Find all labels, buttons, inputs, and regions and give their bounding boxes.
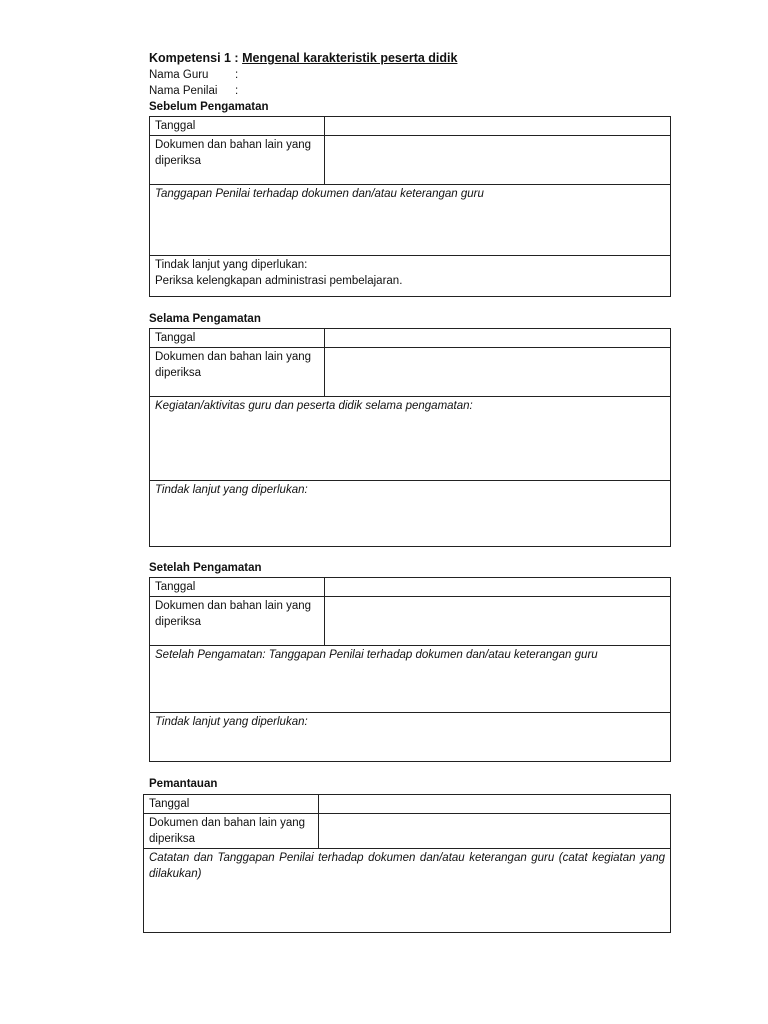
tindak-lanjut-field[interactable] [150,481,671,547]
catatan-label: Catatan dan Tanggapan Penilai terhadap dokumen dan/atau keterangan guru (catat kegiatan yang dilakukan) [149,852,665,880]
tindak-lanjut-label: Tindak lanjut yang diperlukan: [155,259,308,271]
tindak-lanjut-label: Tindak lanjut yang diperlukan: [155,484,308,496]
dokumen-field[interactable] [325,597,671,646]
table-selama [149,328,671,547]
nama-guru-label: Nama Guru [149,69,209,81]
page-title [149,51,457,65]
tindak-lanjut-value: Periksa kelengkapan administrasi pembelajaran. [155,275,403,287]
tanggal-field[interactable] [325,578,671,597]
dokumen-field[interactable] [319,814,671,849]
tanggal-label: Tanggal [150,329,325,348]
tanggal-field[interactable] [325,117,671,136]
title-text: Mengenal karakteristik peserta didik [242,51,458,65]
dokumen-label: Dokumen dan bahan lain yang diperiksa [144,814,319,849]
section-heading-pemantauan: Pemantauan [149,778,218,790]
nama-penilai-colon: : [235,85,239,97]
dokumen-label: Dokumen dan bahan lain yang diperiksa [150,136,325,185]
title-prefix: Kompetensi 1 : [149,51,243,65]
kegiatan-label: Kegiatan/aktivitas guru dan peserta didik selama pengamatan: [155,400,473,412]
tindak-lanjut-field[interactable] [150,713,671,762]
section-heading-selama: Selama Pengamatan [149,313,261,325]
section-heading-setelah: Setelah Pengamatan [149,562,262,574]
tindak-lanjut-field[interactable] [150,256,671,297]
tindak-lanjut-label: Tindak lanjut yang diperlukan: [155,716,308,728]
tanggal-label: Tanggal [150,578,325,597]
nama-guru-row [149,69,239,81]
dokumen-field[interactable] [325,348,671,397]
tanggal-label: Tanggal [150,117,325,136]
tanggapan-field[interactable] [150,646,671,713]
nama-penilai-label: Nama Penilai [149,85,218,97]
tanggapan-field[interactable] [150,185,671,256]
catatan-field[interactable] [144,849,671,933]
tanggal-label: Tanggal [144,795,319,814]
dokumen-label: Dokumen dan bahan lain yang diperiksa [150,348,325,397]
section-heading-sebelum: Sebelum Pengamatan [149,101,269,113]
dokumen-field[interactable] [325,136,671,185]
tanggal-field[interactable] [325,329,671,348]
kegiatan-field[interactable] [150,397,671,481]
table-sebelum [149,116,671,297]
dokumen-label: Dokumen dan bahan lain yang diperiksa [150,597,325,646]
table-setelah [149,577,671,762]
tanggal-field[interactable] [319,795,671,814]
table-pemantauan [143,794,671,933]
tanggapan-label: Tanggapan Penilai terhadap dokumen dan/atau keterangan guru [155,188,484,200]
nama-guru-colon: : [235,69,239,81]
tanggapan-label: Setelah Pengamatan: Tanggapan Penilai terhadap dokumen dan/atau keterangan guru [155,649,598,661]
nama-penilai-row [149,85,239,97]
